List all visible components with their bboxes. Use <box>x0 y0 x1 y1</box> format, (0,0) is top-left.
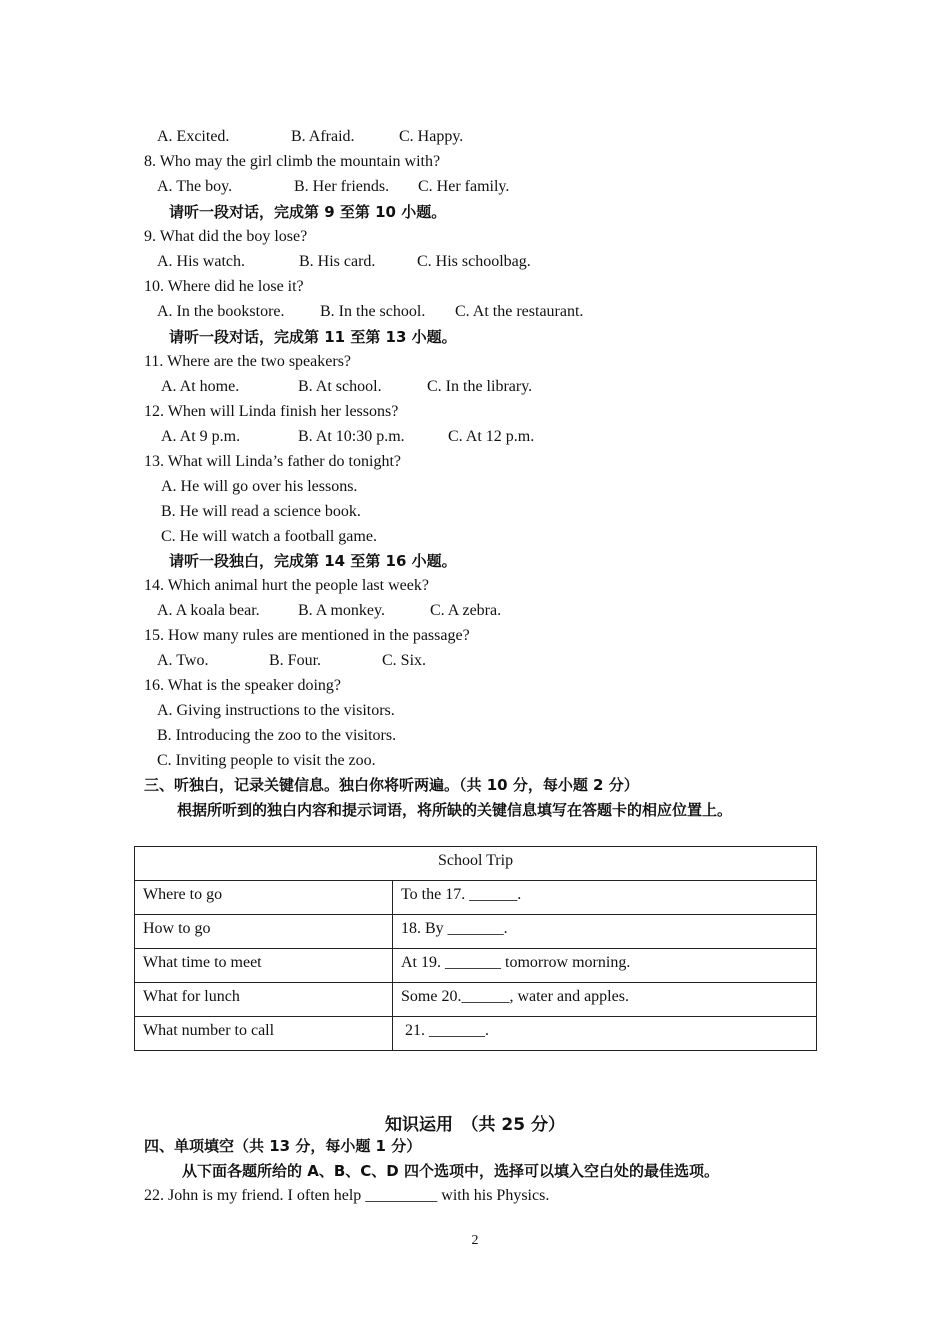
question-12: 12. When will Linda finish her lessons? <box>144 403 399 420</box>
question-15: 15. How many rules are mentioned in the passage? <box>144 627 470 644</box>
q16-option-a: A. Giving instructions to the visitors. <box>157 702 395 719</box>
q11-option-c: C. In the library. <box>427 378 533 395</box>
table-row <box>135 1017 817 1051</box>
table-row <box>135 915 817 949</box>
q13-option-b: B. He will read a science book. <box>161 503 361 520</box>
school-trip-table <box>134 846 817 1051</box>
q7-option-c: C. Happy. <box>399 128 464 145</box>
table-cell-label: How to go <box>135 915 393 949</box>
table-cell-blank: At 19. _______ tomorrow morning. <box>393 949 817 983</box>
question-8: 8. Who may the girl climb the mountain with? <box>144 153 441 170</box>
instruction-11-13: 请听一段对话，完成第 11 至第 13 小题。 <box>169 328 457 346</box>
part-3-instruction: 根据所听到的独白内容和提示词语，将所缺的关键信息填写在答题卡的相应位置上。 <box>177 801 733 819</box>
page-number: 2 <box>471 1233 479 1248</box>
q8-option-a: A. The boy. <box>157 178 233 195</box>
q9-option-c: C. His schoolbag. <box>417 253 531 270</box>
q15-option-a: A. Two. <box>157 652 209 669</box>
table-cell-blank: To the 17. ______. <box>393 881 817 915</box>
instruction-14-16: 请听一段独白，完成第 14 至第 16 小题。 <box>169 552 457 570</box>
q14-option-a: A. A koala bear. <box>157 602 260 619</box>
q8-option-c: C. Her family. <box>418 178 510 195</box>
q11-option-b: B. At school. <box>298 378 382 395</box>
instruction-9-10: 请听一段对话，完成第 9 至第 10 小题。 <box>169 203 447 221</box>
question-9: 9. What did the boy lose? <box>144 228 308 245</box>
q10-option-c: C. At the restaurant. <box>455 303 584 320</box>
q7-option-b: B. Afraid. <box>291 128 355 145</box>
table-row <box>135 881 817 915</box>
table-cell-label: What time to meet <box>135 949 393 983</box>
q15-option-c: C. Six. <box>382 652 427 669</box>
part-4-title: 四、单项填空（共 13 分，每小题 1 分） <box>144 1137 422 1155</box>
q10-option-b: B. In the school. <box>320 303 426 320</box>
q14-option-c: C. A zebra. <box>430 602 502 619</box>
table-cell-blank: Some 20.______, water and apples. <box>393 983 817 1017</box>
part-4-instruction: 从下面各题所给的 A、B、C、D 四个选项中，选择可以填入空白处的最佳选项。 <box>182 1162 719 1180</box>
q16-option-c: C. Inviting people to visit the zoo. <box>157 752 376 769</box>
q13-option-a: A. He will go over his lessons. <box>161 478 358 495</box>
question-10: 10. Where did he lose it? <box>144 278 304 295</box>
q10-option-a: A. In the bookstore. <box>157 303 285 320</box>
table-cell-blank: 21. _______. <box>393 1017 817 1051</box>
q14-option-b: B. A monkey. <box>298 602 385 619</box>
q12-option-c: C. At 12 p.m. <box>448 428 535 445</box>
q13-option-c: C. He will watch a football game. <box>161 528 377 545</box>
table-cell-label: Where to go <box>135 881 393 915</box>
q15-option-b: B. Four. <box>269 652 322 669</box>
question-13: 13. What will Linda’s father do tonight? <box>144 453 401 470</box>
table-row <box>135 949 817 983</box>
table-row <box>135 983 817 1017</box>
table-header: School Trip <box>135 847 817 881</box>
question-22: 22. John is my friend. I often help _________ with his Physics. <box>144 1187 550 1204</box>
q8-option-b: B. Her friends. <box>294 178 390 195</box>
section-title: 知识运用 （共 25 分） <box>385 1115 565 1135</box>
q12-option-b: B. At 10:30 p.m. <box>298 428 405 445</box>
q9-option-b: B. His card. <box>299 253 376 270</box>
table-cell-label: What number to call <box>135 1017 393 1051</box>
q11-option-a: A. At home. <box>161 378 240 395</box>
question-11: 11. Where are the two speakers? <box>144 353 352 370</box>
question-14: 14. Which animal hurt the people last week? <box>144 577 429 594</box>
table-cell-blank: 18. By _______. <box>393 915 817 949</box>
table-cell-label: What for lunch <box>135 983 393 1017</box>
q16-option-b: B. Introducing the zoo to the visitors. <box>157 727 397 744</box>
q12-option-a: A. At 9 p.m. <box>161 428 241 445</box>
q9-option-a: A. His watch. <box>157 253 245 270</box>
q7-option-a: A. Excited. <box>157 128 230 145</box>
question-16: 16. What is the speaker doing? <box>144 677 341 694</box>
part-3-title: 三、听独白，记录关键信息。独白你将听两遍。（共 10 分，每小题 2 分） <box>144 776 639 794</box>
